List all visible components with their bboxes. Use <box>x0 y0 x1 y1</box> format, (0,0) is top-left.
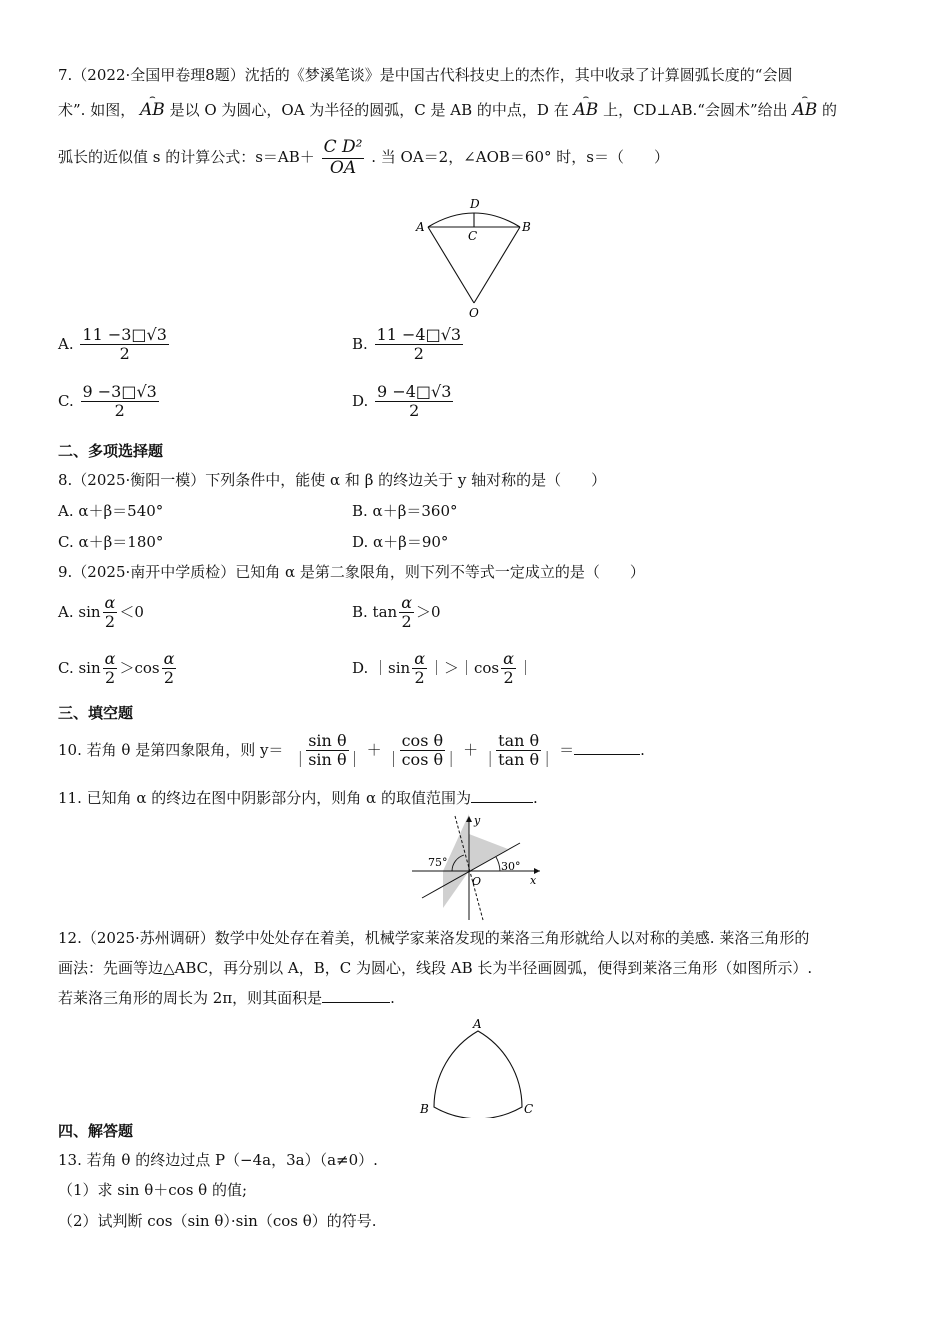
frac-num: sin θ <box>308 731 347 750</box>
option-num: 9 −4□√3 <box>377 382 452 401</box>
q13-part2: （2）试判断 cos（sin θ）·sin（cos θ）的符号. <box>58 1212 377 1230</box>
q7-formula-fraction <box>322 138 365 178</box>
q12-line3 <box>58 989 395 1007</box>
q10-pre: 10. 若角 θ 是第四象限角，则 y＝ <box>58 740 284 759</box>
q7-line2-a: 术”. 如图， <box>58 101 136 119</box>
frac-den: 2 <box>401 612 412 632</box>
label-30-degrees: 30° <box>501 860 521 873</box>
frac-num: α <box>503 649 514 668</box>
frac-num: α <box>414 649 425 668</box>
q7-option-c[interactable] <box>58 383 161 421</box>
q9-option-b[interactable] <box>352 594 441 632</box>
q9-b-post: ＞0 <box>416 602 441 621</box>
q9-d-mid: ｜＞｜cos <box>429 658 500 677</box>
option-num: 11 −3□√3 <box>82 325 167 344</box>
q7-line2-c: 上，CD⊥AB.“会圆术”给出 <box>603 101 788 119</box>
option-den: 2 <box>413 344 424 364</box>
option-label: A. <box>58 334 74 353</box>
q7-line3-a: 弧长的近似值 s 的计算公式：s＝AB＋ <box>58 148 315 167</box>
section-heading-2: 二、多项选择题 <box>58 442 164 460</box>
option-num: 9 −3□√3 <box>82 382 157 401</box>
q10-line <box>58 732 645 770</box>
arc-ab-1 <box>140 94 165 119</box>
q11-end: . <box>532 789 538 807</box>
label-y: y <box>474 814 481 827</box>
q9-option-d[interactable] <box>352 650 533 688</box>
q9-a-post: ＜0 <box>119 602 144 621</box>
q10-frac-cos <box>384 732 462 770</box>
half-alpha <box>501 650 516 688</box>
arc-cap: ⌢ <box>582 92 590 103</box>
arc-label: AB <box>140 100 165 120</box>
plus-sign: ＋ <box>366 740 382 759</box>
arc-ab-3 <box>792 94 817 119</box>
q8-option-c[interactable]: C. α＋β＝180° <box>58 533 164 551</box>
q9-a-pre: A. sin <box>58 602 101 621</box>
label-a: A <box>416 220 425 234</box>
option-den: 2 <box>114 401 125 421</box>
label-o: O <box>472 875 482 888</box>
option-fraction <box>375 326 464 364</box>
label-b: B <box>522 220 531 234</box>
q12-end: . <box>390 989 395 1007</box>
section-heading-3: 三、填空题 <box>58 704 134 722</box>
arc-label: AB <box>573 100 599 120</box>
plus-sign: ＋ <box>463 740 479 759</box>
reuleaux-triangle <box>434 1031 522 1118</box>
option-fraction <box>80 326 169 364</box>
frac-den: ｜tan θ｜ <box>482 750 556 770</box>
frac-num: cos θ <box>401 731 444 750</box>
frac-den: 2 <box>104 668 116 688</box>
option-num: 11 −4□√3 <box>376 325 462 344</box>
q13-part1: （1）求 sin θ＋cos θ 的值; <box>58 1181 248 1199</box>
arc-cap: ⌢ <box>801 92 809 103</box>
option-den: 2 <box>409 401 420 421</box>
segment-bo <box>474 227 520 303</box>
option-label: B. <box>352 334 368 353</box>
q10-frac-tan <box>480 732 557 770</box>
label-c: C <box>524 1102 534 1116</box>
q7-option-d[interactable] <box>352 383 455 421</box>
q11-angle-figure <box>408 812 548 924</box>
frac-den: ｜cos θ｜ <box>385 750 460 770</box>
q7-frac-den: OA <box>329 157 357 178</box>
frac-den: 2 <box>163 668 175 688</box>
q7-sector-figure <box>410 195 540 320</box>
q12-reuleaux-figure <box>412 1014 542 1118</box>
label-a: A <box>473 1017 482 1031</box>
q7-line3-b: . 当 OA＝2，∠AOB＝60° 时，s＝（ ） <box>371 148 669 167</box>
q12-answer-blank[interactable] <box>322 1002 390 1003</box>
label-x: x <box>530 874 537 887</box>
half-alpha <box>103 594 118 632</box>
label-o: O <box>469 306 479 320</box>
q9-option-a[interactable] <box>58 594 144 632</box>
q10-end: . <box>640 740 645 759</box>
option-den: 2 <box>119 344 130 364</box>
arc-ab-2 <box>574 94 599 119</box>
frac-den: 2 <box>414 668 425 688</box>
q7-option-a[interactable] <box>58 326 171 364</box>
q8-option-d[interactable]: D. α＋β＝90° <box>352 533 449 551</box>
q7-line2-b: 是以 O 为圆心，OA 为半径的圆弧，C 是 AB 的中点，D 在 <box>169 101 569 119</box>
q9-d-post: ｜ <box>517 658 533 677</box>
option-label: C. <box>58 391 74 410</box>
half-alpha <box>162 650 177 688</box>
section-heading-4: 四、解答题 <box>58 1122 134 1140</box>
frac-den: ｜sin θ｜ <box>292 750 363 770</box>
option-fraction <box>375 383 453 421</box>
q10-answer-blank[interactable] <box>574 754 640 755</box>
frac-num: α <box>104 593 116 612</box>
label-d: D <box>470 197 480 211</box>
q9-b-pre: B. tan <box>352 602 398 621</box>
frac-num: α <box>401 593 413 612</box>
label-b: B <box>420 1102 429 1116</box>
q9-c-pre: C. sin <box>58 658 101 677</box>
q7-option-b[interactable] <box>352 326 465 364</box>
frac-num: α <box>104 649 116 668</box>
q7-frac-num: C D² <box>323 137 363 157</box>
q12-line3-text: 若莱洛三角形的周长为 2π，则其面积是 <box>58 989 323 1007</box>
frac-num: α <box>163 649 175 668</box>
q8-option-a[interactable]: A. α＋β＝540° <box>58 502 164 520</box>
frac-num: tan θ <box>498 731 540 750</box>
q9-stem: 9.（2025·南开中学质检）已知角 α 是第二象限角，则下列不等式一定成立的是（ ） <box>58 563 645 581</box>
q8-stem: 8.（2025·衡阳一模）下列条件中，能使 α 和 β 的终边关于 y 轴对称的是（ ） <box>58 471 607 489</box>
equals-sign: ＝ <box>559 740 575 759</box>
option-label: D. <box>352 391 369 410</box>
option-fraction <box>81 383 159 421</box>
q7-line2 <box>58 94 837 119</box>
q12-line1: 12.（2025·苏州调研）数学中处处存在着美，机械学家莱洛发现的莱洛三角形就给人以对称的美感. 莱洛三角形的 <box>58 929 810 947</box>
q10-frac-sin <box>290 732 364 770</box>
half-alpha <box>103 650 118 688</box>
q7-line2-d: 的 <box>822 101 838 119</box>
q11-text: 11. 已知角 α 的终边在图中阴影部分内，则角 α 的取值范围为 <box>58 789 471 807</box>
q9-c-mid: ＞cos <box>119 658 160 677</box>
arc-label: AB <box>792 100 818 120</box>
q7-line1: 7.（2022·全国甲卷理8题）沈括的《梦溪笔谈》是中国古代科技史上的杰作，其中收录了计算圆弧长度的“会圆 <box>58 66 793 84</box>
label-c: C <box>468 229 478 243</box>
frac-den: 2 <box>503 668 514 688</box>
half-alpha <box>412 650 427 688</box>
frac-den: 2 <box>104 612 116 632</box>
angle-arc-30 <box>496 857 500 871</box>
q9-d-pre: D. ｜sin <box>352 658 411 677</box>
q11-line <box>58 789 538 807</box>
q7-line3 <box>58 138 669 178</box>
q8-option-b[interactable]: B. α＋β＝360° <box>352 502 458 520</box>
q11-answer-blank[interactable] <box>471 802 533 803</box>
arc-cap: ⌢ <box>149 92 156 103</box>
q12-line2: 画法：先画等边△ABC，再分别以 A，B，C 为圆心，线段 AB 长为半径画圆弧，便得到莱洛三角形（如图所示）. <box>58 959 813 977</box>
q13-stem: 13. 若角 θ 的终边过点 P（−4a，3a）（a≠0）. <box>58 1151 378 1169</box>
label-75-degrees: 75° <box>428 856 448 869</box>
q9-option-c[interactable] <box>58 650 178 688</box>
half-alpha <box>399 594 414 632</box>
